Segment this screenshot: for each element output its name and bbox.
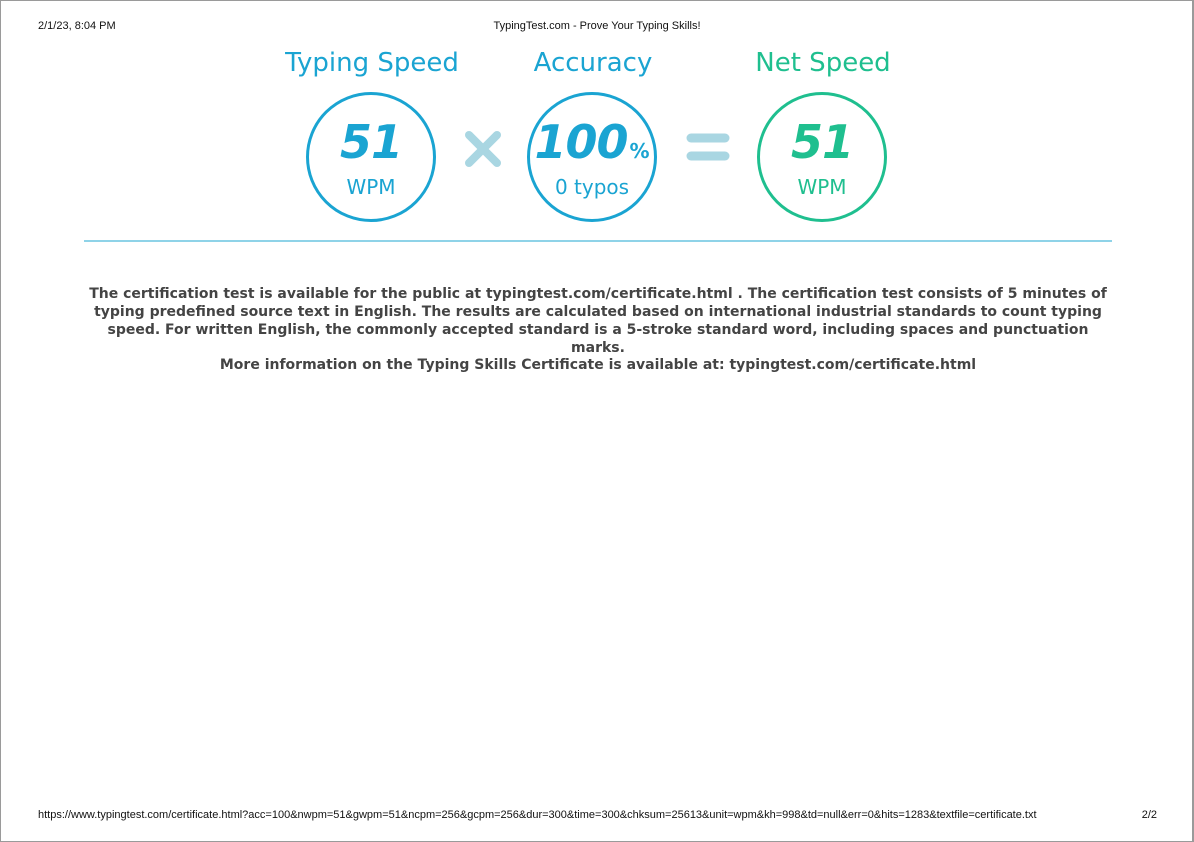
more-info-text: More information on the Typing Skills Certificate is available at: typingtest.com/certificate.html bbox=[219, 357, 977, 373]
accuracy-value-wrap bbox=[530, 115, 654, 169]
equals-icon bbox=[686, 132, 730, 167]
typing-speed-label: Typing Speed bbox=[285, 48, 459, 78]
print-page-number: 2/2 bbox=[1141, 809, 1157, 821]
accuracy-circle bbox=[527, 92, 657, 222]
print-page-title: TypingTest.com - Prove Your Typing Skills! bbox=[493, 20, 701, 32]
multiply-icon bbox=[464, 130, 502, 173]
net-speed-circle bbox=[757, 92, 887, 222]
accuracy-value: 100 bbox=[534, 115, 628, 169]
certification-info-paragraph: The certification test is available for the public at typingtest.com/certificate.html . The certification test consists of 5 minutes of typing predefined source text in English. The results are calculated based on international industrial standards to count typing speed. For written English, the commonly accepted standard is a 5-stroke standard word, including spaces and punctuation marks. bbox=[89, 286, 1107, 356]
net-speed-unit: WPM bbox=[797, 175, 847, 199]
typing-speed-circle bbox=[306, 92, 436, 222]
accuracy-percent-sign: % bbox=[629, 139, 650, 163]
typing-speed-unit: WPM bbox=[346, 175, 396, 199]
typing-speed-value: 51 bbox=[339, 115, 402, 169]
net-speed-value: 51 bbox=[790, 115, 853, 169]
net-speed-label: Net Speed bbox=[755, 48, 891, 78]
accuracy-label: Accuracy bbox=[533, 48, 653, 78]
accuracy-typos: 0 typos bbox=[554, 175, 630, 199]
section-divider bbox=[84, 240, 1112, 242]
print-footer-url: https://www.typingtest.com/certificate.html?acc=100&nwpm=51&gwpm=51&ncpm=256&gcpm=256&dur=300&time=300&chksum=25613&unit=wpm&kh=998&td=null&err=0&hits=1283&textfile=certificate.txt bbox=[38, 809, 1037, 821]
print-date-time: 2/1/23, 8:04 PM bbox=[38, 20, 116, 32]
